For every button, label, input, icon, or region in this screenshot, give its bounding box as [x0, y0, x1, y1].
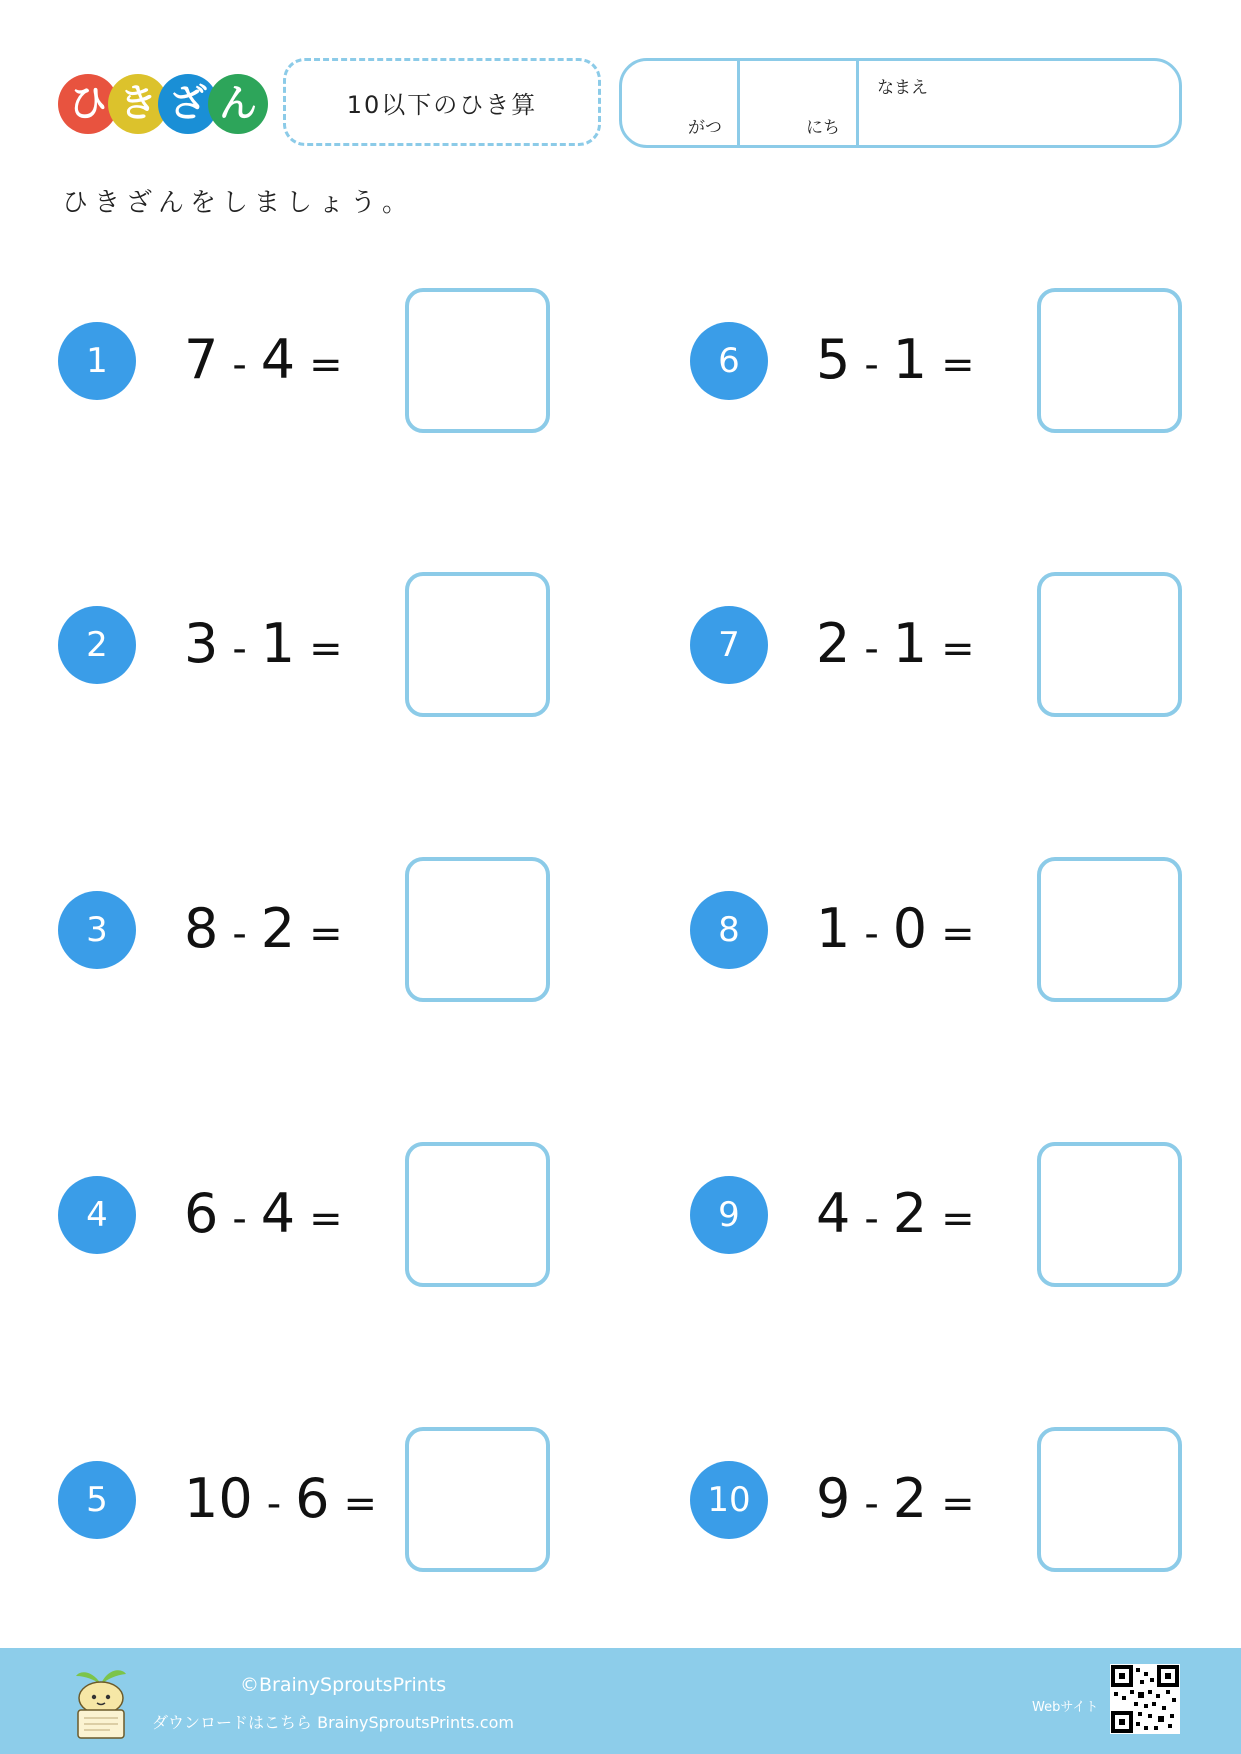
answer-box[interactable]: [1037, 857, 1182, 1002]
problem-number: 9: [690, 1176, 768, 1254]
problem-expression: [184, 1182, 343, 1245]
website-label: Webサイト: [1032, 1700, 1099, 1715]
qr-code-icon[interactable]: [1110, 1664, 1180, 1734]
answer-box[interactable]: [1037, 572, 1182, 717]
problem-number: 6: [690, 322, 768, 400]
logo: [58, 74, 268, 134]
problem-item: [58, 572, 598, 717]
operand-b: 2: [892, 1467, 928, 1530]
problem-expression: [184, 897, 343, 960]
minus-sign: -: [232, 911, 247, 957]
operand-a: 4: [816, 1182, 851, 1245]
problem-expression: [816, 897, 975, 960]
operand-a: 6: [184, 1182, 219, 1245]
answer-box[interactable]: [1037, 288, 1182, 433]
problem-expression: [184, 328, 343, 391]
problem-item: [690, 572, 1230, 717]
operand-b: 1: [892, 612, 928, 675]
equals-sign: =: [941, 342, 975, 388]
problem-item: [690, 288, 1230, 433]
equals-sign: =: [309, 1196, 343, 1242]
problem-item: [690, 1427, 1230, 1572]
equals-sign: =: [941, 1196, 975, 1242]
equals-sign: =: [941, 1481, 975, 1527]
divider: [856, 61, 859, 145]
minus-sign: -: [232, 342, 247, 388]
logo-char-1: ひ: [58, 74, 118, 134]
month-label: がつ: [688, 118, 722, 138]
equals-sign: =: [309, 911, 343, 957]
sprout-mascot-icon: [70, 1662, 132, 1742]
equals-sign: =: [941, 911, 975, 957]
operand-b: 2: [892, 1182, 928, 1245]
equals-sign: =: [309, 626, 343, 672]
problem-item: [58, 288, 598, 433]
answer-box[interactable]: [405, 857, 550, 1002]
download-link-text[interactable]: ダウンロードはこちら BrainySproutsPrints.com: [152, 1713, 514, 1732]
name-label: なまえ: [877, 78, 928, 98]
worksheet-title-box: [283, 58, 601, 146]
problem-item: [690, 1142, 1230, 1287]
problem-expression: [816, 1182, 975, 1245]
problem-item: [58, 857, 598, 1002]
operand-a: 9: [816, 1467, 851, 1530]
operand-b: 0: [892, 897, 928, 960]
problem-item: [690, 857, 1230, 1002]
minus-sign: -: [864, 626, 879, 672]
problem-number: 8: [690, 891, 768, 969]
operand-a: 10: [184, 1467, 253, 1530]
minus-sign: -: [232, 626, 247, 672]
minus-sign: -: [864, 1481, 879, 1527]
equals-sign: =: [309, 342, 343, 388]
operand-b: 4: [260, 328, 296, 391]
day-label: にち: [806, 118, 840, 138]
problem-expression: [816, 612, 975, 675]
answer-box[interactable]: [405, 288, 550, 433]
operand-b: 4: [260, 1182, 296, 1245]
answer-box[interactable]: [405, 1142, 550, 1287]
problem-expression: [184, 1467, 377, 1530]
answer-box[interactable]: [1037, 1142, 1182, 1287]
operand-a: 5: [816, 328, 851, 391]
problem-number: 5: [58, 1461, 136, 1539]
operand-b: 6: [295, 1467, 330, 1530]
footer: [0, 1648, 1241, 1754]
minus-sign: -: [266, 1481, 282, 1527]
operand-a: 1: [816, 897, 851, 960]
problem-number: 4: [58, 1176, 136, 1254]
worksheet-title: 10以下のひき算: [346, 90, 538, 119]
problem-number: 7: [690, 606, 768, 684]
operand-a: 2: [816, 612, 851, 675]
problem-number: 1: [58, 322, 136, 400]
answer-box[interactable]: [405, 1427, 550, 1572]
operand-b: 1: [260, 612, 296, 675]
equals-sign: =: [343, 1481, 378, 1527]
problem-item: [58, 1142, 598, 1287]
answer-box[interactable]: [405, 572, 550, 717]
logo-char-4: ん: [208, 74, 268, 134]
operand-b: 2: [260, 897, 296, 960]
operand-a: 8: [184, 897, 219, 960]
problem-number: 10: [690, 1461, 768, 1539]
minus-sign: -: [864, 911, 879, 957]
problem-expression: [816, 1467, 975, 1530]
minus-sign: -: [864, 1196, 879, 1242]
answer-box[interactable]: [1037, 1427, 1182, 1572]
problem-item: [58, 1427, 598, 1572]
problem-expression: [184, 612, 343, 675]
minus-sign: -: [864, 342, 879, 388]
instruction-text: ひきざんをしましょう。: [62, 188, 415, 218]
operand-a: 7: [184, 328, 219, 391]
divider: [737, 61, 740, 145]
logo-char-2: き: [108, 74, 168, 134]
operand-a: 3: [184, 612, 219, 675]
copyright-text: ©BrainySproutsPrints: [240, 1674, 447, 1696]
problem-number: 2: [58, 606, 136, 684]
minus-sign: -: [232, 1196, 247, 1242]
operand-b: 1: [892, 328, 928, 391]
equals-sign: =: [941, 626, 975, 672]
logo-char-3: ざ: [158, 74, 218, 134]
problem-number: 3: [58, 891, 136, 969]
problem-expression: [816, 328, 975, 391]
date-name-box: [619, 58, 1182, 148]
